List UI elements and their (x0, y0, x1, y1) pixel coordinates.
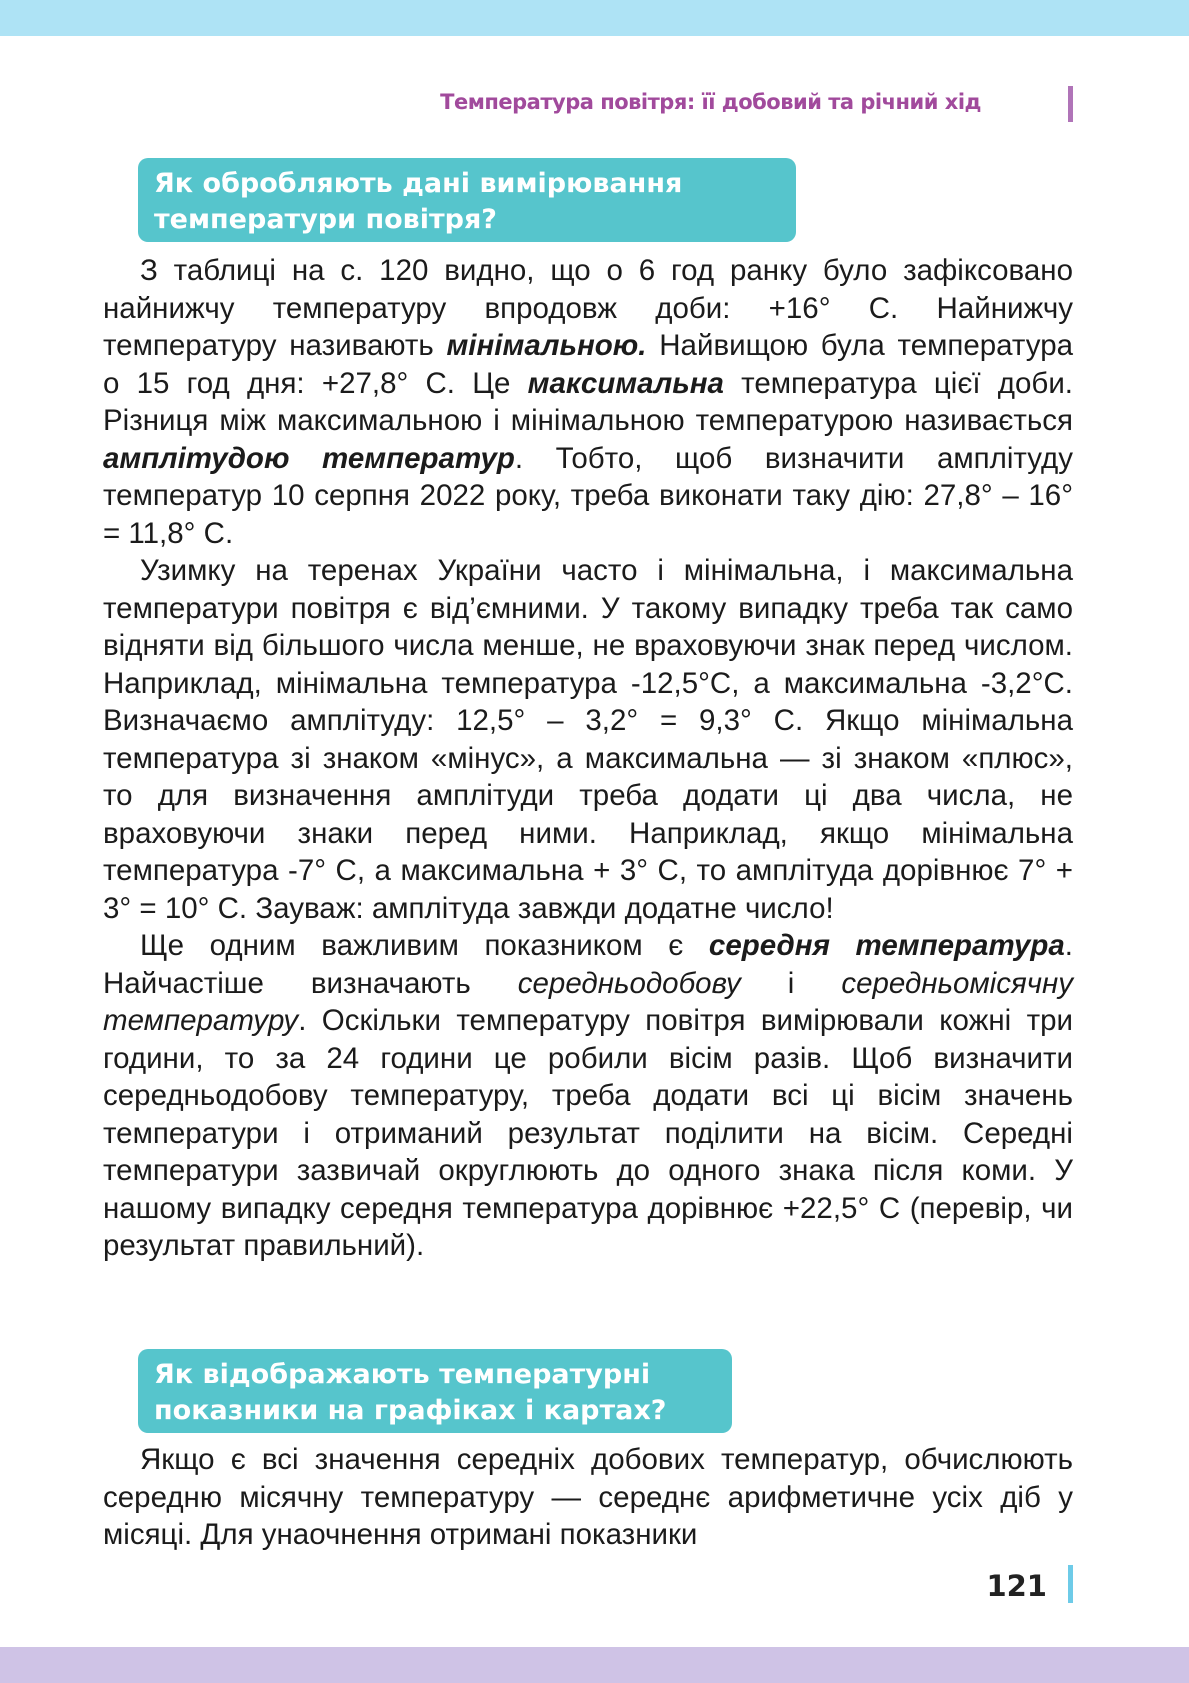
italic-term: середньодобову (517, 966, 741, 1000)
bottom-decorative-band (0, 1647, 1189, 1683)
header-accent-bar (1068, 86, 1073, 122)
top-decorative-band (0, 0, 1189, 36)
page-number: 121 (986, 1569, 1047, 1603)
text-run: Якщо є всі значення середніх добових температур, обчислюють середню місячну температуру — середнє арифметичне усіх діб у місяці. Для унаочнення отримані показники (103, 1443, 1073, 1551)
key-term: максимальна (527, 366, 724, 400)
text-run: Ще одним важливим показником є (140, 929, 709, 962)
text-run: Найвищою була температура о 15 год дня: +27,8° С. Це (103, 329, 1074, 400)
text-run: температура цієї доби. Різниця між максимальною і мінімальною температурою називається (103, 366, 1073, 437)
heading-line: Як відображають температурні (154, 1359, 651, 1390)
text-run: . Тобто, щоб визначити амплітуду температур 10 серпня 2022 року, треба виконати таку дію: 27,8° – 16° = 11,8° С. (103, 441, 1073, 550)
heading-line: Як обробляють дані вимірювання (154, 168, 683, 199)
page-number-accent-bar (1068, 1565, 1073, 1603)
key-term: мінімальною. (446, 329, 647, 362)
section-heading-processing (138, 158, 796, 242)
paragraph (103, 1441, 1073, 1554)
key-term: середня температура (708, 929, 1065, 962)
heading-line: показники на графіках і картах? (154, 1395, 667, 1426)
text-run: . Оскільки температуру повітря вимірювали кожні три години, то за 24 години це робили вісім разів. Щоб визначити середньодобову температуру, треба додати всі ці вісім значень температури і отриманий результат поділити на вісім. Середні температури зазвичай округлюють до одного знака після коми. У нашому випадку середня температура дорівнює +22,5° С (перевір, чи результат правильний). (103, 1004, 1073, 1262)
italic-term: середньомісячну температуру (103, 966, 1073, 1037)
text-run: Узимку на теренах України часто і мінімальна, і максимальна температури повітря є від’ємними. У такому випадку треба так само відняти від більшого числа менше, не враховуючи знак перед числом. Наприклад, мінімальна температура -12,5°С, а максимальна -3,2°С. Визначаємо амплітуду: 12,5° – 3,2° = 9,3° С. Якщо мінімальна температура зі знаком «мінус», а максимальна — зі знаком «плюс», то для визначення амплітуди треба додати ці два числа, не враховуючи знаки перед ними. Наприклад, якщо мінімальна температура -7° С, а максимальна + 3° С, то амплітуда дорівнює 7° + 3° = 10° С. Зауваж: амплітуда завжди додатне число! (103, 554, 1073, 925)
paragraph (103, 552, 1073, 927)
heading-line: температури повітря? (154, 204, 497, 235)
section-body-processing (103, 252, 1073, 1265)
text-run: . Найчастіше визначають (103, 929, 1073, 1000)
text-run: З таблиці на с. 120 видно, що о 6 год ранку було зафіксовано найнижчу температуру впродовж доби: +16° С. Найнижчу температуру називають (103, 254, 1073, 362)
text-run: і (740, 966, 842, 1000)
key-term: амплітудою температур (103, 441, 515, 475)
paragraph (103, 252, 1073, 552)
section-body-graphs-maps (103, 1441, 1073, 1554)
section-heading-graphs-maps (138, 1349, 732, 1433)
running-header: Температура повітря: її добовий та річний хід (440, 90, 981, 114)
paragraph (103, 927, 1073, 1265)
